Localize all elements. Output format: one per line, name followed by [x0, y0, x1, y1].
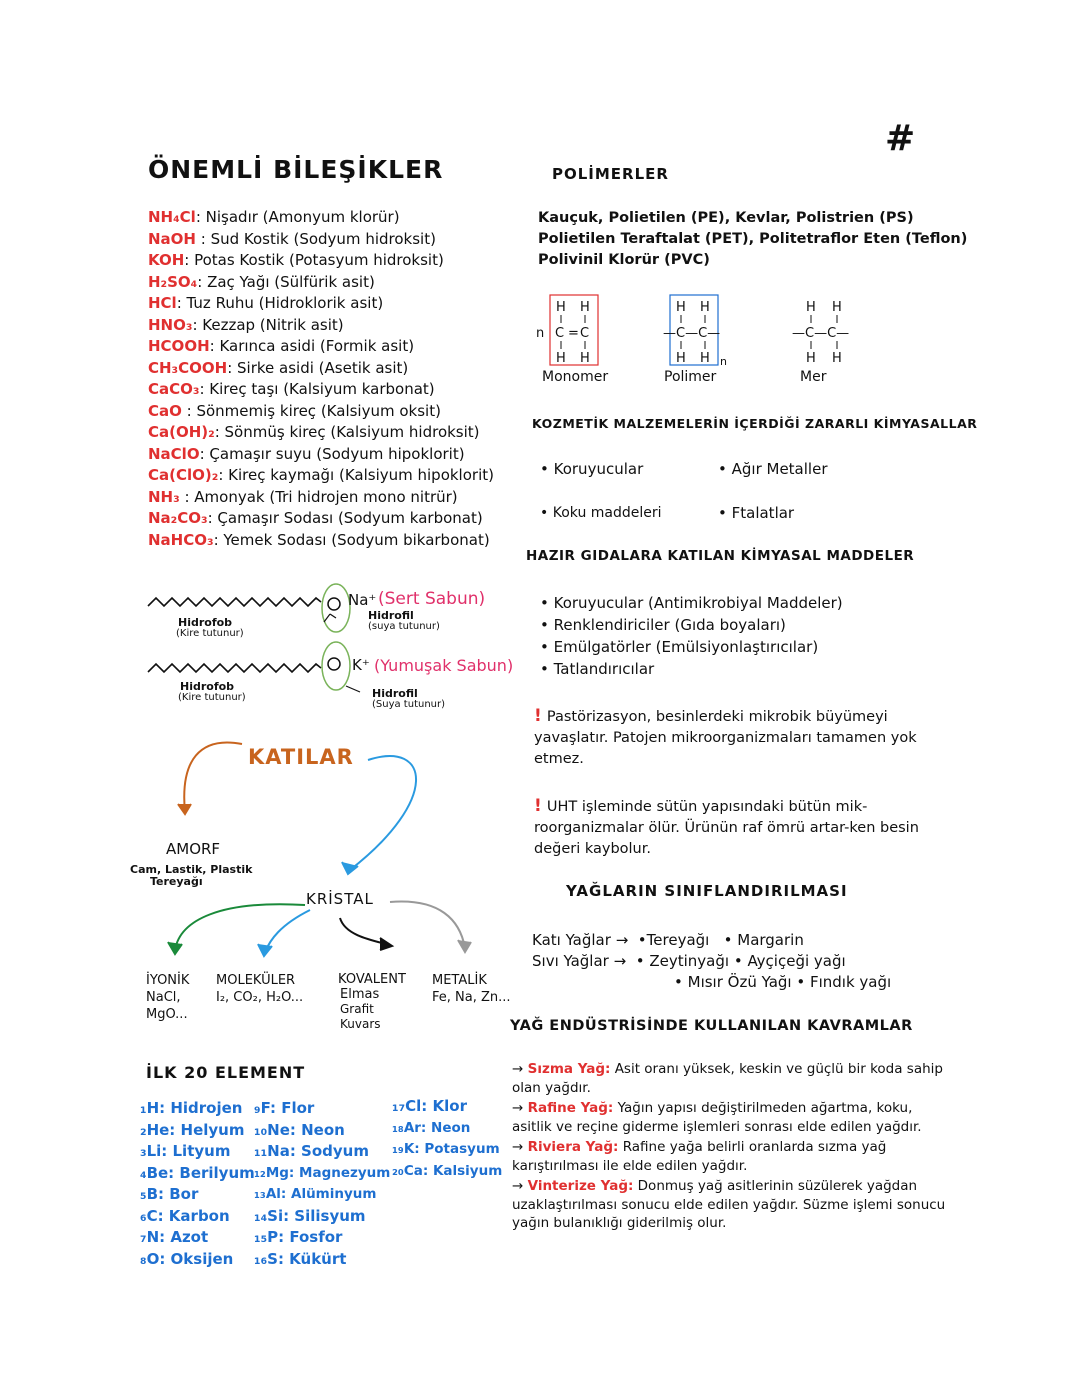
food-item: • Emülgatörler (Emülsiyonlaştırıcılar) [540, 638, 819, 656]
crystal-type-metallic: METALİK Fe, Na, Zn... [432, 973, 511, 1005]
element-item: ₁₁Na: Sodyum [254, 1142, 369, 1160]
compound-item: HNO₃: Kezzap (Nitrik asit) [148, 315, 344, 334]
element-item: ₁₆S: Kükürt [254, 1249, 347, 1268]
svg-text:H: H [806, 351, 816, 366]
na-ion: Na⁺ [348, 591, 377, 609]
svg-text:H: H [556, 300, 566, 315]
hydrophil-label: Hidrofil [368, 609, 414, 622]
hydrocarbon-chain-1 [148, 598, 321, 606]
compound-item: CaO : Sönmemiş kireç (Kalsiyum oksit) [148, 401, 441, 420]
food-item: • Koruyucular (Antimikrobiyal Maddeler) [540, 594, 843, 612]
compound-item: HCl: Tuz Ruhu (Hidroklorik asit) [148, 294, 384, 312]
hydrophobe-sub: (Kire tutunur) [176, 628, 244, 639]
arrow-icon [346, 686, 360, 692]
term-item: → Sızma Yağ: Asit oranı yüksek, keskin ve güçlü bir koda sahip olan yağdır. [512, 1061, 943, 1096]
svg-text:C: C [580, 326, 590, 341]
head-group-1 [328, 598, 340, 610]
page-title: ÖNEMLİ BİLEŞİKLER [148, 155, 444, 184]
element-item: ₁₂Mg: Magnezyum [254, 1164, 391, 1181]
cosmetic-item: • Ftalatlar [718, 504, 795, 522]
food-additives-title: HAZIR GIDALARA KATILAN KİMYASAL MADDELER [526, 548, 915, 564]
food-item: • Tatlandırıcılar [540, 660, 655, 678]
term-item: → Riviera Yağ: Rafine yağa belirli oranlarda sızma yağ karıştırılması ile elde edilen yağdır. [512, 1139, 887, 1174]
svg-text:H: H [676, 351, 686, 366]
kristal-label: KRİSTAL [306, 890, 374, 908]
compound-item: NH₃ : Amonyak (Tri hidrojen mono nitrür) [148, 487, 458, 506]
element-item: ₈O: Oksijen [140, 1249, 234, 1268]
industry-terms-list [512, 1060, 952, 1233]
monomer-label: Monomer [542, 369, 609, 385]
cosmetic-title: KOZMETİK MALZEMELERİN İÇERDİĞİ ZARARLI KİMYASALLAR [532, 416, 978, 431]
compound-item: KOH: Potas Kostik (Potasyum hidroksit) [148, 251, 444, 269]
elements-col-1 [140, 1098, 255, 1270]
svg-text:n: n [720, 355, 727, 368]
element-item: ₁₉K: Potasyum [392, 1141, 500, 1157]
element-item: ₁₃Al: Alüminyum [254, 1186, 377, 1202]
hydrophobe-label: Hidrofob [180, 680, 235, 693]
soft-soap-label: (Yumuşak Sabun) [374, 656, 514, 675]
hydrophobe-label: Hidrofob [178, 616, 233, 629]
compound-item: Ca(ClO)₂: Kireç kaymağı (Kalsiyum hipoklorit) [148, 466, 494, 484]
svg-text:C: C [555, 326, 565, 341]
svg-text:—C—C—: —C—C— [663, 326, 721, 341]
svg-text:H: H [676, 300, 686, 315]
svg-text:—C—C—: —C—C— [792, 326, 850, 341]
compound-item: CaCO₃: Kireç taşı (Kalsiyum karbonat) [148, 380, 435, 398]
svg-text:H: H [556, 351, 566, 366]
element-item: ₄Be: Berilyum [140, 1163, 255, 1182]
elements-col-2 [254, 1098, 390, 1270]
polimer-label: Polimer [664, 369, 717, 385]
crystal-type-molecular: MOLEKÜLER I₂, CO₂, H₂O... [216, 973, 304, 1005]
element-item: ₅B: Bor [140, 1185, 199, 1203]
hydrophil-circle-2 [322, 642, 350, 690]
element-item: ₉F: Flor [254, 1099, 315, 1117]
hydrophil-sub: (Suya tutunur) [372, 699, 446, 710]
food-additives-list [540, 592, 843, 680]
element-item: ₂₀Ca: Kalsiyum [392, 1162, 503, 1179]
term-item: → Rafine Yağ: Yağın yapısı değiştirilmeden ağartma, koku, asitlik ve reçine giderme işlemleri sonrası elde edilen yağdır. [512, 1100, 922, 1135]
element-item: ₁₅P: Fosfor [254, 1228, 343, 1246]
term-item: → Vinterize Yağ: Donmuş yağ asitlerinin süzülerek yağdan uzaklaştırılması sonucu elde edilen yağdır. Süzme işlemi sonucu yağın bulanıklığı giderilmiş olur. [512, 1178, 946, 1231]
element-item: ₁₄Si: Silisyum [254, 1206, 366, 1225]
svg-text:H: H [700, 351, 710, 366]
mer-label: Mer [800, 369, 827, 385]
structure-n: n [536, 326, 545, 341]
element-item: ₁₀Ne: Neon [254, 1120, 345, 1139]
amorf-label: AMORF [166, 840, 221, 858]
element-item: ₃Li: Lityum [140, 1142, 231, 1160]
hydrophobe-sub: (Kire tutunur) [178, 692, 246, 703]
amorf-examples: Tereyağı [150, 875, 203, 888]
hydrocarbon-chain-2 [148, 664, 321, 672]
compound-item: H₂SO₄: Zaç Yağı (Sülfürik asit) [148, 272, 375, 291]
svg-text:H: H [806, 300, 816, 315]
crystal-type-covalent: KOVALENT Elmas Grafit Kuvars [338, 972, 406, 1031]
cosmetic-item: • Ağır Metaller [718, 460, 828, 478]
pasteurization-note: ! Pastörizasyon, besinlerdeki mikrobik büyümeyi yavaşlatır. Patojen mikroorganizmaları tamamen yok etmez. [534, 706, 917, 767]
element-item: ₁H: Hidrojen [140, 1099, 243, 1117]
element-item: ₁₈Ar: Neon [392, 1119, 471, 1136]
svg-text:H: H [700, 300, 710, 315]
compound-item: NH₄Cl: Nişadır (Amonyum klorür) [148, 208, 400, 226]
oils-title: YAĞLARIN SINIFLANDIRILMASI [566, 882, 848, 900]
uht-note: ! UHT işleminde sütün yapısındaki bütün mik-roorganizmalar ölür. Ürünün raf ömrü artar-ken besin değeri kaybolur. [534, 796, 919, 857]
svg-text:H: H [580, 351, 590, 366]
svg-text:=: = [568, 326, 579, 341]
oil-classes: Katı Yağlar → •Tereyağı • Margarin Sıvı Yağlar → • Zeytinyağı • Ayçiçeği yağı • Mısır Özü Yağı • Fındık yağı [532, 931, 892, 991]
compound-item: Ca(OH)₂: Sönmüş kireç (Kalsiyum hidroksit) [148, 423, 480, 441]
element-item: ₁₇Cl: Klor [392, 1097, 467, 1115]
element-item: ₇N: Azot [140, 1228, 209, 1246]
svg-text:H: H [580, 300, 590, 315]
elements-title: İLK 20 ELEMENT [146, 1063, 306, 1082]
hard-soap-label: (Sert Sabun) [378, 589, 486, 609]
compound-list [148, 207, 494, 551]
compound-item: HCOOH: Karınca asidi (Formik asit) [148, 337, 415, 355]
exclamation-icon: ! [534, 706, 542, 726]
compound-item: NaHCO₃: Yemek Sodası (Sodyum bikarbonat) [148, 530, 490, 549]
element-item: ₂He: Helyum [140, 1120, 245, 1139]
polymers-title: POLİMERLER [552, 165, 669, 183]
compound-item: NaOH : Sud Kostik (Sodyum hidroksit) [148, 229, 436, 248]
head-group-2 [328, 658, 340, 670]
k-ion: K⁺ [352, 656, 370, 674]
compound-item: Na₂CO₃: Çamaşır Sodası (Sodyum karbonat) [148, 509, 483, 527]
element-item: ₆C: Karbon [140, 1206, 230, 1225]
exclamation-icon: ! [534, 796, 542, 816]
cosmetic-item: • Koku maddeleri [540, 505, 662, 521]
crystal-type-ionic: İYONİK NaCl, MgO... [146, 973, 190, 1022]
amorf-examples: Cam, Lastik, Plastik [130, 863, 253, 876]
food-item: • Renklendiriciler (Gıda boyaları) [540, 616, 786, 634]
arrow-icon [324, 614, 336, 622]
compound-item: NaClO: Çamaşır suyu (Sodyum hipoklorit) [148, 444, 465, 463]
industry-terms-title: YAĞ ENDÜSTRİSİNDE KULLANILAN KAVRAMLAR [510, 1018, 913, 1034]
svg-text:H: H [832, 300, 842, 315]
hydrophil-circle-1 [322, 584, 350, 632]
hydrophil-sub: (suya tutunur) [368, 621, 440, 632]
solids-root-label: KATILAR [248, 745, 354, 769]
hash-mark: # [885, 118, 916, 159]
elements-col-3 [392, 1096, 502, 1182]
polymers-text: Kauçuk, Polietilen (PE), Kevlar, Polistrien (PS) Polietilen Teraftalat (PET), Politetraflor Eten (Teflon) Polivinil Klorür (PVC) [538, 210, 968, 268]
cosmetic-item: • Koruyucular [540, 460, 644, 478]
compound-item: CH₃COOH: Sirke asidi (Asetik asit) [148, 358, 409, 377]
hydrophil-label: Hidrofil [372, 687, 418, 700]
svg-text:H: H [832, 351, 842, 366]
